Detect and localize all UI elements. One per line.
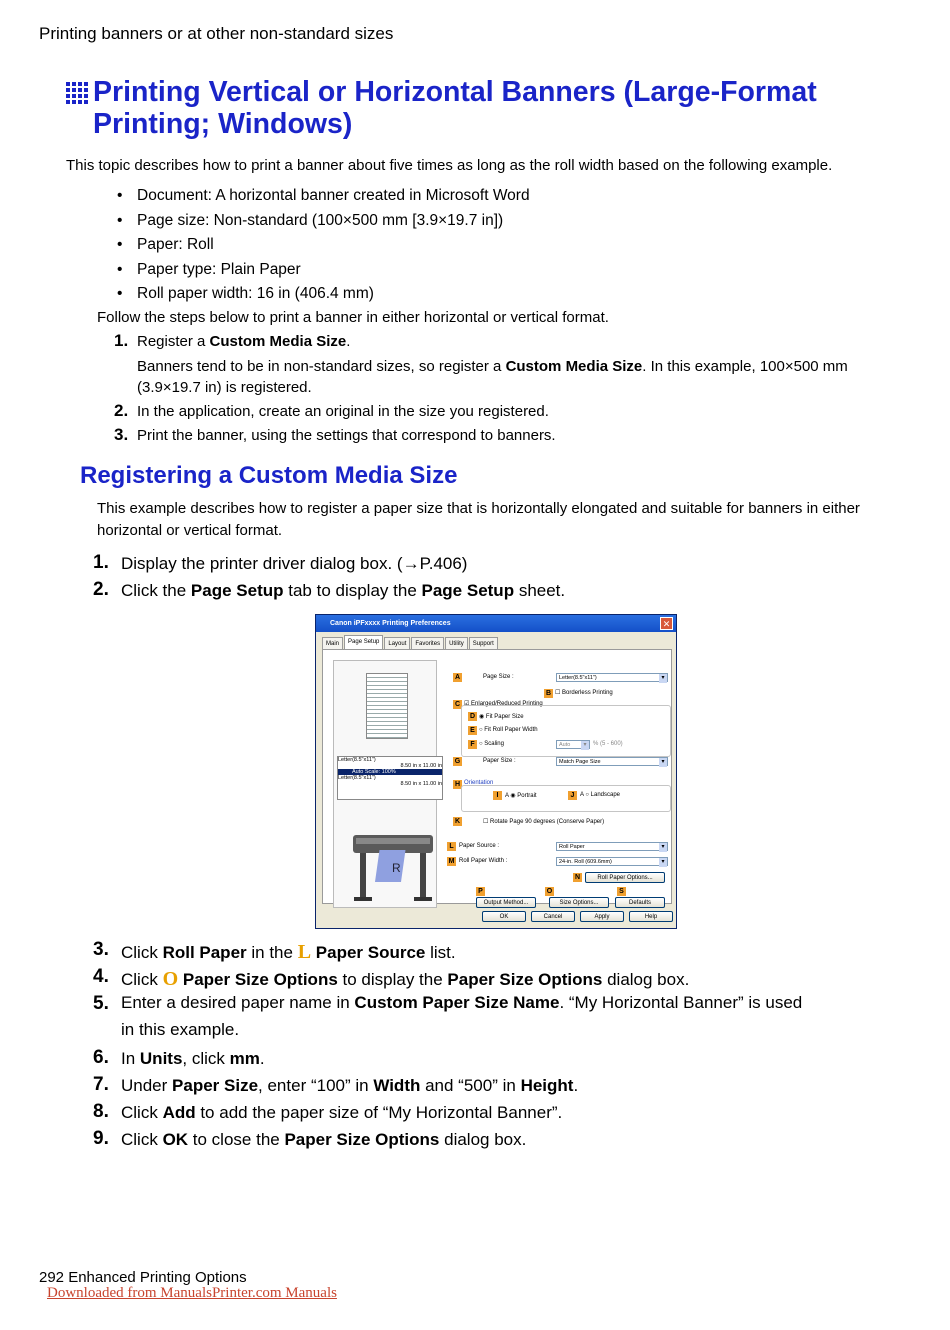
preview-info: Letter(8.5"x11") 8.50 in x 11.00 in Auto Scale: 100% Letter(8.5"x11") 8.50 in x 11.00 in (337, 756, 443, 800)
label-l-icon: L (297, 941, 312, 963)
page-title-line2: Printing; Windows) (93, 108, 353, 140)
label-l: L (447, 842, 456, 851)
label-e: E (468, 726, 477, 735)
step-number: 1. (114, 331, 129, 350)
label-o-icon: O (162, 968, 179, 990)
example-bullets (117, 186, 530, 309)
close-icon: ✕ (660, 617, 673, 630)
svg-text:R: R (392, 861, 401, 875)
step-number: 2. (114, 400, 129, 420)
tab-layout: Layout (384, 637, 410, 650)
procedure-step: 3. Click Roll Paper in the L Paper Source list. (93, 939, 456, 963)
overview-step (114, 331, 894, 356)
procedure-step: 4. Click O Paper Size Options to display the Paper Size Options dialog box. (93, 966, 690, 990)
fit-roll-radio: ○ Fit Roll Paper Width (479, 727, 538, 733)
label-a: A (454, 674, 461, 681)
ok-button: OK (482, 911, 526, 922)
label-j: J (568, 791, 577, 800)
section-intro: This example describes how to register a paper size that is horizontally elongated and suitable for banners in either horizontal or vertical format. (97, 500, 860, 539)
bullet-item: • Paper type: Plain Paper (117, 260, 530, 285)
scaling-radio: ○ Scaling (479, 741, 504, 747)
tab-utility: Utility (445, 637, 468, 650)
grid-icon (66, 82, 88, 104)
label-k: K (454, 818, 461, 825)
label-s: S (617, 887, 626, 896)
procedure-steps-bottom (93, 939, 893, 1155)
scaling-input: Auto ▾ (556, 740, 590, 749)
paper-size-select: Match Page Size ▾ (556, 757, 668, 766)
bullet-item: • Roll paper width: 16 in (406.4 mm) (117, 284, 530, 309)
overview-steps (114, 331, 894, 450)
tab-favorites: Favorites (411, 637, 444, 650)
procedure-step: 7. Under Paper Size, enter “100” in Width and “500” in Height. (93, 1074, 579, 1095)
label-o: O (546, 888, 553, 895)
orientation-label: Orientation (464, 780, 494, 786)
roll-paper-options-button: Roll Paper Options... (585, 872, 665, 883)
intro-text: This topic describes how to print a banner about five times as long as the roll width based on the following example. (66, 157, 833, 174)
document-preview (366, 673, 408, 739)
roll-width-label: Roll Paper Width : (459, 858, 508, 864)
printer-dialog-screenshot (315, 614, 677, 929)
label-i: I (493, 791, 502, 800)
step-text: In the application, create an original in the size you registered. (137, 402, 549, 420)
step-number: 3. (114, 425, 129, 444)
apply-button: Apply (580, 911, 624, 922)
paper-source-label: Paper Source : (459, 843, 500, 849)
page-size-select: Letter(8.5"x11") ▾ (556, 673, 668, 682)
procedure-step: 5. Enter a desired paper name in Custom Paper Size Name. “My Horizontal Banner” is used in this example. (93, 993, 803, 1039)
page-footer: 292 Enhanced Printing Options (39, 1269, 247, 1286)
label-p: P (476, 887, 485, 896)
procedure-step: 9. Click OK to close the Paper Size Options dialog box. (93, 1128, 527, 1149)
help-button: Help (629, 911, 673, 922)
page-setup-panel (322, 649, 672, 904)
defaults-button: Defaults (615, 897, 665, 908)
label-b: B (545, 690, 552, 697)
label-h: H (454, 781, 461, 788)
label-m: M (448, 858, 455, 865)
label-g: G (454, 758, 461, 765)
page-title (93, 76, 893, 140)
label-d: D (469, 713, 476, 720)
size-options-button: Size Options... (549, 897, 609, 908)
roll-width-select: 24-in. Roll (609.6mm) ▾ (556, 857, 668, 866)
printer-illustration (348, 825, 438, 905)
page-title-line1: Printing Vertical or Horizontal Banners (Large-Format (93, 76, 817, 108)
running-header: Printing banners or at other non-standard sizes (39, 24, 394, 43)
fit-paper-radio: ◉ Fit Paper Size (479, 714, 524, 720)
paper-size-label: Paper Size : (483, 758, 516, 764)
procedure-step: 8. Click Add to add the paper size of “My Horizontal Banner”. (93, 1101, 563, 1122)
download-link[interactable]: Downloaded from ManualsPrinter.com Manuals (47, 1285, 337, 1301)
landscape-radio: A ○ Landscape (580, 792, 620, 798)
label-n: N (574, 874, 581, 881)
dialog-titlebar: Canon iPFxxxx Printing Preferences (316, 615, 676, 632)
bullet-item: • Paper: Roll (117, 235, 530, 260)
step-text: Register a Custom Media Size. (137, 333, 351, 350)
scaling-range: % (5 - 600) (593, 741, 623, 747)
label-c: C (454, 701, 461, 708)
cancel-button: Cancel (531, 911, 575, 922)
output-method-button: Output Method... (476, 897, 536, 908)
label-f: F (468, 740, 477, 749)
section-heading: Registering a Custom Media Size (80, 462, 458, 489)
overview-step (114, 425, 894, 450)
step-text: Print the banner, using the settings that correspond to banners. (137, 427, 556, 444)
borderless-checkbox: ☐ Borderless Printing (555, 690, 613, 696)
tab-support: Support (469, 637, 498, 650)
overview-note: Banners tend to be in non-standard sizes, so register a Custom Media Size. In this example, 100×500 mm (3.9×19.7 in) is registered. (137, 357, 848, 396)
procedure-step: 6. In Units, click mm. (93, 1047, 265, 1068)
bullet-item: • Page size: Non-standard (100×500 mm [3.9×19.7 in]) (117, 211, 530, 236)
portrait-radio: A ◉ Portrait (505, 793, 537, 799)
rotate-checkbox: ☐ Rotate Page 90 degrees (Conserve Paper) (483, 819, 605, 825)
page-size-label: Page Size : (483, 674, 514, 680)
bullet-item: • Document: A horizontal banner created in Microsoft Word (117, 186, 530, 211)
enlarged-checkbox: ☑ Enlarged/Reduced Printing (464, 701, 543, 707)
overview-step (114, 401, 894, 426)
paper-source-select: Roll Paper ▾ (556, 842, 668, 851)
follow-text: Follow the steps below to print a banner in either horizontal or vertical format. (97, 309, 609, 326)
tab-main: Main (322, 637, 343, 650)
tab-page-setup: Page Setup (344, 635, 383, 650)
